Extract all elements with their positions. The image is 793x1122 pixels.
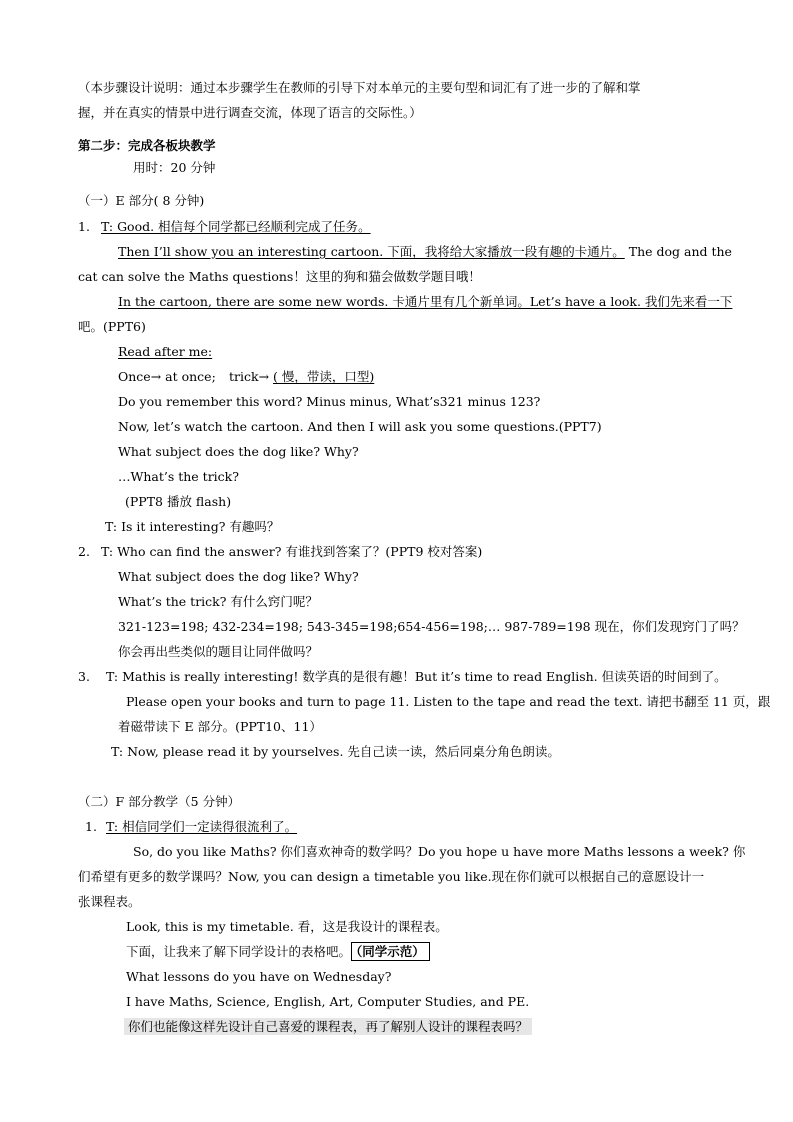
design-timetable-question: 你们也能像这样先设计自己喜爱的课程表，再了解别人设计的课程表吗？ xyxy=(124,1018,532,1035)
e2-subject-question: What subject does the dog like? Why? xyxy=(118,569,359,584)
wednesday-question: What lessons do you have on Wednesday? xyxy=(126,969,392,984)
e1-cartoon-tail: The dog and the xyxy=(628,244,732,259)
watch-cartoon-line: Now, let’s watch the cartoon. And then I will ask you some questions.(PPT7) xyxy=(118,419,602,434)
e3-line: T: Mathis is really interesting! 数学真的是很有趣！But it’s time to read English. 但读英语的时间到了。 xyxy=(106,669,727,684)
trick-question: …What’s the trick? xyxy=(118,469,239,484)
my-timetable-line: Look, this is my timetable. 看，这是我设计的课程表。 xyxy=(126,919,448,934)
e3-read-yourselves-line: T: Now, please read it by yourselves. 先自己读一读，然后同桌分角色朗读。 xyxy=(111,744,560,759)
e3-open-books-line: Please open your books and turn to page 11. Listen to the tape and read the text. 请把书翻至 11 页，跟 xyxy=(126,694,771,709)
list-number: 1. xyxy=(85,819,97,834)
e1-cat-line: cat can solve the Maths questions！这里的狗和猫会做数学题目哦！ xyxy=(78,269,481,284)
classmate-design-text: 下面，让我来了解下同学设计的表格吧。 xyxy=(126,944,352,959)
classmate-design-line xyxy=(126,943,430,960)
f1-maths-line: So, do you like Maths? 你们喜欢神奇的数学吗？Do you hope u have more Maths lessons a week? 你 xyxy=(133,844,746,859)
step-2-time: 用时：20 分钟 xyxy=(133,160,216,175)
list-number: 1. xyxy=(78,219,90,234)
step-2-heading: 第二步：完成各板块教学 xyxy=(78,138,216,153)
e1-new-words-line: In the cartoon, there are some new words. 卡通片里有几个新单词。Let’s have a look. 我们先来看一下 xyxy=(118,294,733,309)
remember-question: Do you remember this word? Minus minus, What’s321 minus 123? xyxy=(118,394,541,409)
f1-line: T: 相信同学们一定读得很流利了。 xyxy=(106,819,298,834)
vocab-trick-note: ( 慢，带读，口型) xyxy=(273,369,375,384)
subject-question: What subject does the dog like? Why? xyxy=(118,444,359,459)
vocab-once: Once→ at once; xyxy=(118,369,216,384)
design-note-line-2: 握，并在真实的情景中进行调查交流，体现了语言的交际性。） xyxy=(78,105,422,120)
e1-line: T: Good. 相信每个同学都已经顺利完成了任务。 xyxy=(101,219,371,234)
lessons-answer: I have Maths, Science, English, Art, Computer Studies, and PE. xyxy=(126,994,530,1009)
demo-box: （同学示范） xyxy=(351,942,430,961)
read-after-me: Read after me: xyxy=(118,344,213,359)
e2-similar-question: 你会再出些类似的题目让同伴做吗？ xyxy=(118,644,319,659)
section-e-heading: （一）E 部分( 8 分钟) xyxy=(78,193,205,208)
e1-ppt6-line: 吧。(PPT6) xyxy=(78,319,146,334)
e2-calculations: 321-123=198; 432-234=198; 543-345=198;654-456=198;… 987-789=198 现在，你们发现窍门了吗？ xyxy=(118,619,745,634)
e2-line: T: Who can find the answer? 有谁找到答案了？(PPT9 校对答案) xyxy=(101,544,483,559)
e1-cartoon-underlined: Then I’ll show you an interesting cartoon. 下面，我将给大家播放一段有趣的卡通片。 xyxy=(118,244,625,259)
f1-timetable-line: 张课程表。 xyxy=(78,894,141,909)
ppt8-line: (PPT8 播放 flash) xyxy=(125,494,232,509)
vocab-trick-word: trick→ xyxy=(229,369,270,384)
list-number: 2. xyxy=(78,544,90,559)
vocab-trick xyxy=(229,368,374,385)
design-note-line-1: （本步骤设计说明：通过本步骤学生在教师的引导下对本单元的主要句型和词汇有了进一步的了解和掌 xyxy=(78,80,641,95)
e1-cartoon-line xyxy=(118,243,732,260)
f1-design-line: 们希望有更多的数学课吗？Now, you can design a timetable you like.现在你们就可以根据自己的意愿设计一 xyxy=(78,869,705,884)
section-f-heading: （二）F 部分教学（5 分钟） xyxy=(78,794,241,809)
e3-tape-line: 着磁带读下 E 部分。(PPT10、11） xyxy=(118,719,322,734)
interesting-question: T: Is it interesting? 有趣吗？ xyxy=(105,519,280,534)
e2-trick-question: What’s the trick? 有什么窍门呢？ xyxy=(118,594,318,609)
list-number: 3. xyxy=(78,669,90,684)
